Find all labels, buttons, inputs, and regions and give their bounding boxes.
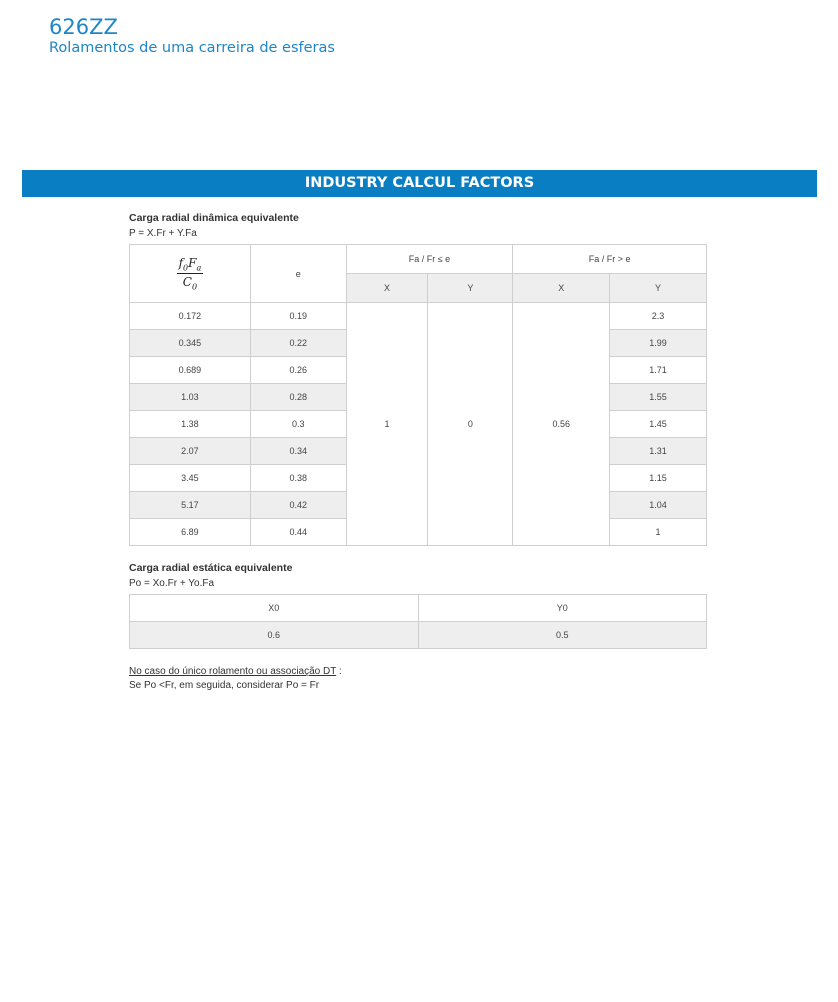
dynamic-load-table (129, 244, 707, 546)
calc-factors-content (129, 212, 708, 693)
group-gt-header: Fa / Fr > e (513, 245, 707, 274)
group-le-header: Fa / Fr ≤ e (346, 245, 513, 274)
e-cell: 0.38 (250, 465, 346, 492)
merged-y-le-cell: 0 (428, 303, 513, 546)
ratio-header (130, 245, 251, 303)
e-cell: 0.42 (250, 492, 346, 519)
y-gt-header: Y (610, 274, 707, 303)
ratio-cell: 0.345 (130, 330, 251, 357)
e-cell: 0.26 (250, 357, 346, 384)
y-gt-cell: 1.71 (610, 357, 707, 384)
ratio-cell: 0.689 (130, 357, 251, 384)
x0-header: X0 (130, 595, 419, 622)
e-cell: 0.3 (250, 411, 346, 438)
y-gt-cell: 1.15 (610, 465, 707, 492)
y-gt-cell: 1.45 (610, 411, 707, 438)
note-line2: Se Po <Fr, em seguida, considerar Po = Fr (129, 680, 320, 691)
note-block (129, 665, 708, 693)
y0-header: Y0 (418, 595, 707, 622)
static-load-formula: Po = Xo.Fr + Yo.Fa (129, 578, 215, 589)
ratio-cell: 1.38 (130, 411, 251, 438)
static-load-table (129, 594, 707, 649)
y-gt-cell: 2.3 (610, 303, 707, 330)
merged-x-gt-cell: 0.56 (513, 303, 610, 546)
y-gt-cell: 1.99 (610, 330, 707, 357)
ratio-cell: 6.89 (130, 519, 251, 546)
x-gt-header: X (513, 274, 610, 303)
e-cell: 0.22 (250, 330, 346, 357)
y-gt-cell: 1.31 (610, 438, 707, 465)
merged-x-le-cell: 1 (346, 303, 428, 546)
y-gt-cell: 1 (610, 519, 707, 546)
ratio-cell: 1.03 (130, 384, 251, 411)
calc-factors-banner: INDUSTRY CALCUL FACTORS (22, 170, 817, 197)
static-load-title: Carga radial estática equivalente (129, 562, 293, 574)
product-header (49, 14, 335, 57)
dynamic-load-title: Carga radial dinâmica equivalente (129, 212, 299, 224)
e-cell: 0.19 (250, 303, 346, 330)
e-cell: 0.44 (250, 519, 346, 546)
table-row (130, 303, 707, 330)
y-le-header: Y (428, 274, 513, 303)
e-cell: 0.28 (250, 384, 346, 411)
dynamic-load-formula: P = X.Fr + Y.Fa (129, 228, 197, 239)
x0-value: 0.6 (130, 622, 419, 649)
y0-value: 0.5 (418, 622, 707, 649)
ratio-formula-icon: $\frac{f_0F_a}{C_0}$ (178, 255, 202, 292)
product-subtitle: Rolamentos de uma carreira de esferas (49, 40, 335, 56)
y-gt-cell: 1.55 (610, 384, 707, 411)
y-gt-cell: 1.04 (610, 492, 707, 519)
product-title: 626ZZ (49, 15, 118, 39)
ratio-cell: 3.45 (130, 465, 251, 492)
e-cell: 0.34 (250, 438, 346, 465)
e-header: e (250, 245, 346, 303)
ratio-cell: 2.07 (130, 438, 251, 465)
ratio-cell: 5.17 (130, 492, 251, 519)
note-line1-suffix: : (336, 666, 342, 677)
ratio-cell: 0.172 (130, 303, 251, 330)
x-le-header: X (346, 274, 428, 303)
note-line1: No caso do único rolamento ou associação DT (129, 666, 337, 677)
